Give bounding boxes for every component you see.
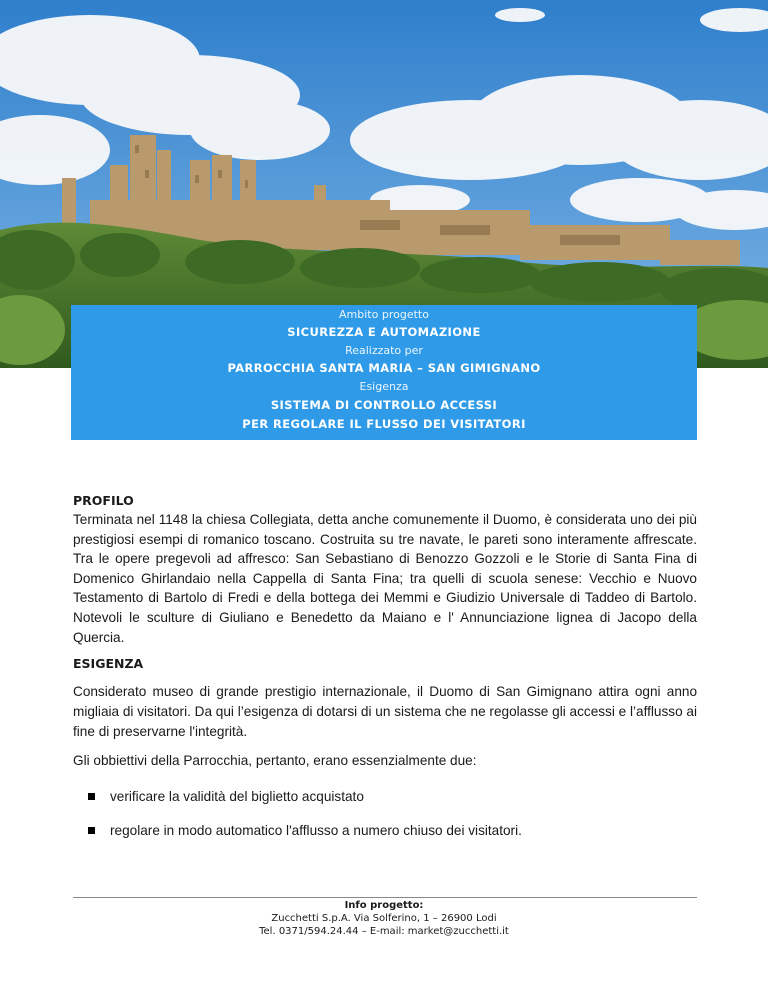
esigenza-value-line1: SISTEMA DI CONTROLLO ACCESSI xyxy=(270,398,498,412)
profilo-heading: PROFILO xyxy=(73,493,134,508)
ambito-value: SICUREZZA E AUTOMAZIONE xyxy=(287,325,481,339)
footer-divider xyxy=(73,897,697,898)
list-item-text: verificare la validità del biglietto acquistato xyxy=(110,789,364,804)
realizzato-value: PARROCCHIA SANTA MARIA – SAN GIMIGNANO xyxy=(227,361,541,375)
list-item-text: regolare in modo automatico l'afflusso a numero chiuso dei visitatori. xyxy=(110,823,522,838)
profilo-text: Terminata nel 1148 la chiesa Collegiata, detta anche comunemente il Duomo, è considerata uno dei più prestigiosi esempi di romanico toscano. Costruita su tre navate, le pareti sono interamente affrescate. Tra le opere pregevoli ad affresco: San Sebastiano di Benozzo Gozzoli e le Storie di Santa Fina di Domenico Ghirlandaio nella Cappella di Santa Fina; tra quelli di scuola senese: Vecchio e Nuovo Testamento di Bartolo di Fredi e della bottega dei Memmi e Giudizio Universale di Taddeo di Bartolo. Notevoli le sculture di Giuliano e Benedetto da Maiano e l' Annunciazione lignea di Jacopo della Quercia. xyxy=(73,512,697,645)
esigenza-value-line2: PER REGOLARE IL FLUSSO DEI VISITATORI xyxy=(242,417,526,431)
footer-title: Info progetto: xyxy=(344,900,424,911)
bullet-square-icon xyxy=(88,827,95,834)
footer-address: Zucchetti S.p.A. Via Solferino, 1 – 26900 Lodi xyxy=(271,913,497,924)
project-info-box xyxy=(71,305,697,440)
esigenza-heading: ESIGENZA xyxy=(73,656,144,671)
footer-contact: Tel. 0371/594.24.44 – E-mail: market@zucchetti.it xyxy=(259,926,509,937)
bullet-square-icon xyxy=(88,793,95,800)
ambito-label: Ambito progetto xyxy=(339,308,429,321)
realizzato-label: Realizzato per xyxy=(345,344,423,357)
esigenza-label: Esigenza xyxy=(359,380,409,393)
obiettivi-intro: Gli obbiettivi della Parrocchia, pertanto, erano essenzialmente due: xyxy=(73,753,477,768)
esigenza-text: Considerato museo di grande prestigio internazionale, il Duomo di San Gimignano attira ogni anno migliaia di visitatori. Da qui l’esigenza di dotarsi di un sistema che ne regolasse gli accessi e l’afflusso ai fine di preservarne l'integrità. xyxy=(73,684,697,739)
profilo-section xyxy=(73,491,697,647)
